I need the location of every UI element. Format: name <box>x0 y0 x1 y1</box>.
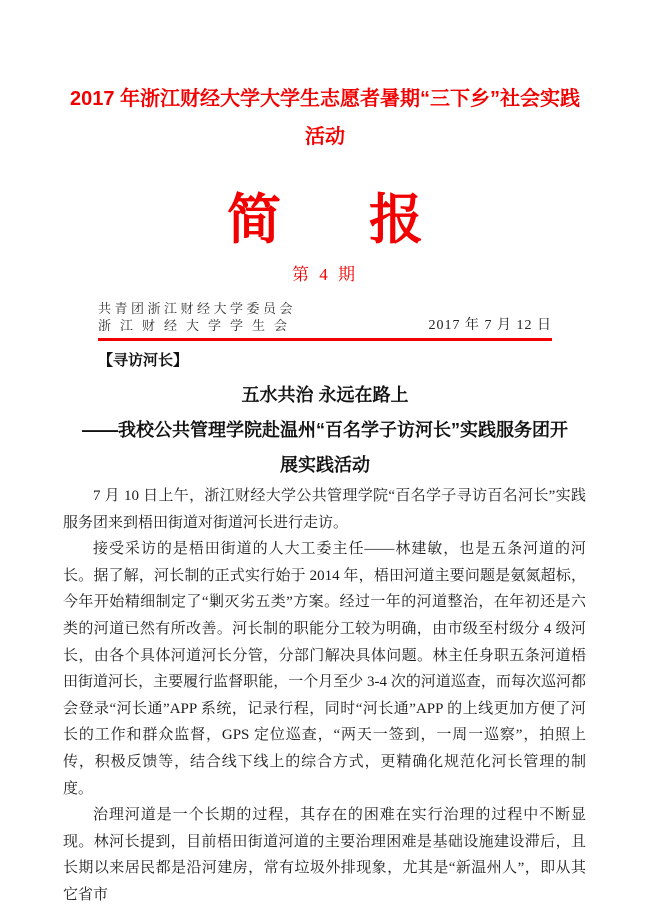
bulletin-title-char-1: 简 <box>227 190 281 250</box>
body-paragraph: 治理河道是一个长期的过程，其存在的困难在实行治理的过程中不断显现。林河长提到，目前梧田街道河道的主要治理困难是基础设施建设滞后，且长期以来居民都是沿河建房，常有垃圾外排现象，尤其是“新温州人”，即从其它省市 <box>63 807 586 903</box>
issue-number: 第 4 期 <box>292 265 358 284</box>
issue-date: 2017 年 7 月 12 日 <box>428 318 552 333</box>
headline-line-2: ——我校公共管理学院赴温州“百名学子访河长”实践服务团开 <box>82 420 568 440</box>
document-title-line-2: 活动 <box>305 126 345 148</box>
article-headline <box>0 378 650 483</box>
document-title <box>0 0 650 156</box>
document-title-line-1: 2017 年浙江财经大学大学生志愿者暑期“三下乡”社会实践 <box>69 88 581 110</box>
section-tag: 【寻访河长】 <box>98 353 189 369</box>
masthead-row <box>98 317 552 335</box>
body-paragraph: 7 月 10 日上午，浙江财经大学公共管理学院“百名学子寻访百名河长”实践服务团来到梧田街道对街道河长进行走访。 <box>63 488 586 531</box>
headline-line-1: 五水共治 永远在路上 <box>241 385 409 405</box>
bulletin-title-char-2: 报 <box>369 190 423 250</box>
headline-line-3: 展实践活动 <box>280 455 370 475</box>
body-paragraph: 接受采访的是梧田街道的人大工委主任——林建敏，也是五条河道的河长。据了解，河长制的正式实行始于 2014 年，梧田河道主要问题是氨氮超标，今年开始精细制定了“剿灭劣五类”方案。经过一年的河道整治，在年初还是六类的河道已然有所改善。河长制的职能分工较为明确，由市级至村级分 4 级河长，由各个具体河道河长分管，分部门解决具体问题。林主任身职五条河道梧田街道河长，主要履行监督职能，一个月至少 3-4 次的河道巡查，而每次巡河都会登录“河长通”APP 系统，记录行程，同时“河长通”APP 的上线更加方便了河长的工作和群众监督，GPS 定位巡查，“两天一签到，一周一巡察”，拍照上传，积极反馈等，结合线下线上的综合方式，更精确化规范化河长管理的制度。 <box>63 541 586 797</box>
org-line-2: 浙江财经大学学生会 <box>98 318 297 333</box>
article-body <box>63 483 586 909</box>
bulletin-title <box>0 192 650 248</box>
masthead <box>98 300 552 341</box>
org-line-1: 共青团浙江财经大学委员会 <box>98 301 297 316</box>
